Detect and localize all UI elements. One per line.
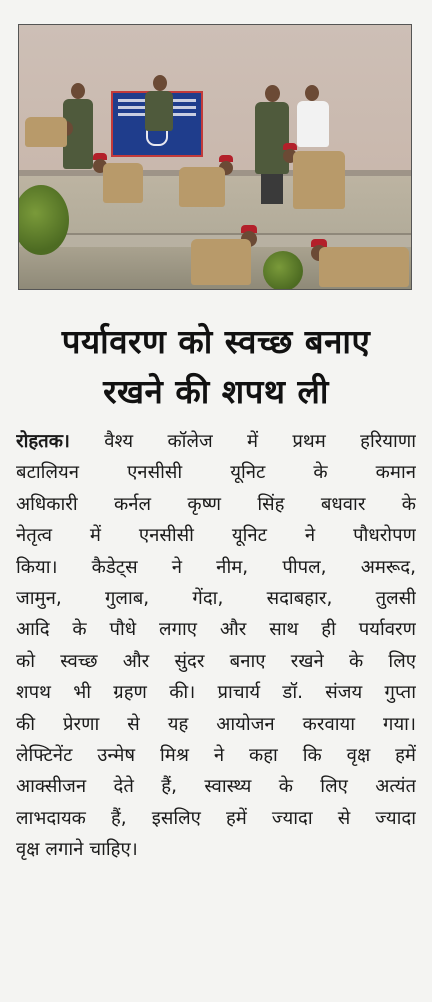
article-line: की प्रेरणा से यह आयोजन करवाया गया। — [16, 713, 416, 735]
headline-line-2: रखने की शपथ ली — [103, 372, 329, 411]
article-line: को स्वच्छ और सुंदर बनाए रखने के लिए — [16, 650, 416, 672]
headline-line-1: पर्यावरण को स्वच्छ बनाए — [61, 322, 371, 361]
article-line: शपथ भी ग्रहण की। प्राचार्य डॉ. संजय गुप्ता — [16, 682, 416, 704]
article-line: लेफ्टिनेंट उन्मेष मिश्र ने कहा कि वृक्ष हमें — [16, 745, 416, 767]
article-line: वृक्ष लगाने चाहिए। — [16, 839, 138, 861]
article-line: आदि के पौधे लगाए और साथ ही पर्यावरण — [16, 619, 416, 641]
article-line: नेतृत्व में एनसीसी यूनिट ने पौधरोपण — [16, 525, 416, 547]
news-photo — [18, 24, 412, 290]
article-body — [16, 426, 416, 866]
article-line: आक्सीजन देते हैं, स्वास्थ्य के लिए अत्यंत — [16, 776, 416, 798]
dateline: रोहतक। — [16, 431, 70, 452]
article-line: रोहतक। वैश्य कॉलेज में प्रथम हरियाणा — [16, 431, 416, 452]
article-line: लाभदायक हैं, इसलिए हमें ज्यादा से ज्यादा — [16, 807, 416, 829]
article-line: किया। कैडेट्स ने नीम, पीपल, अमरूद, — [16, 556, 416, 578]
plant-center — [263, 251, 303, 290]
article-line: जामुन, गुलाब, गेंदा, सदाबहार, तुलसी — [16, 588, 416, 610]
article-line: अधिकारी कर्नल कृष्ण सिंह बधवार के — [16, 493, 416, 515]
article-line: बटालियन एनसीसी यूनिट के कमान — [16, 462, 416, 484]
